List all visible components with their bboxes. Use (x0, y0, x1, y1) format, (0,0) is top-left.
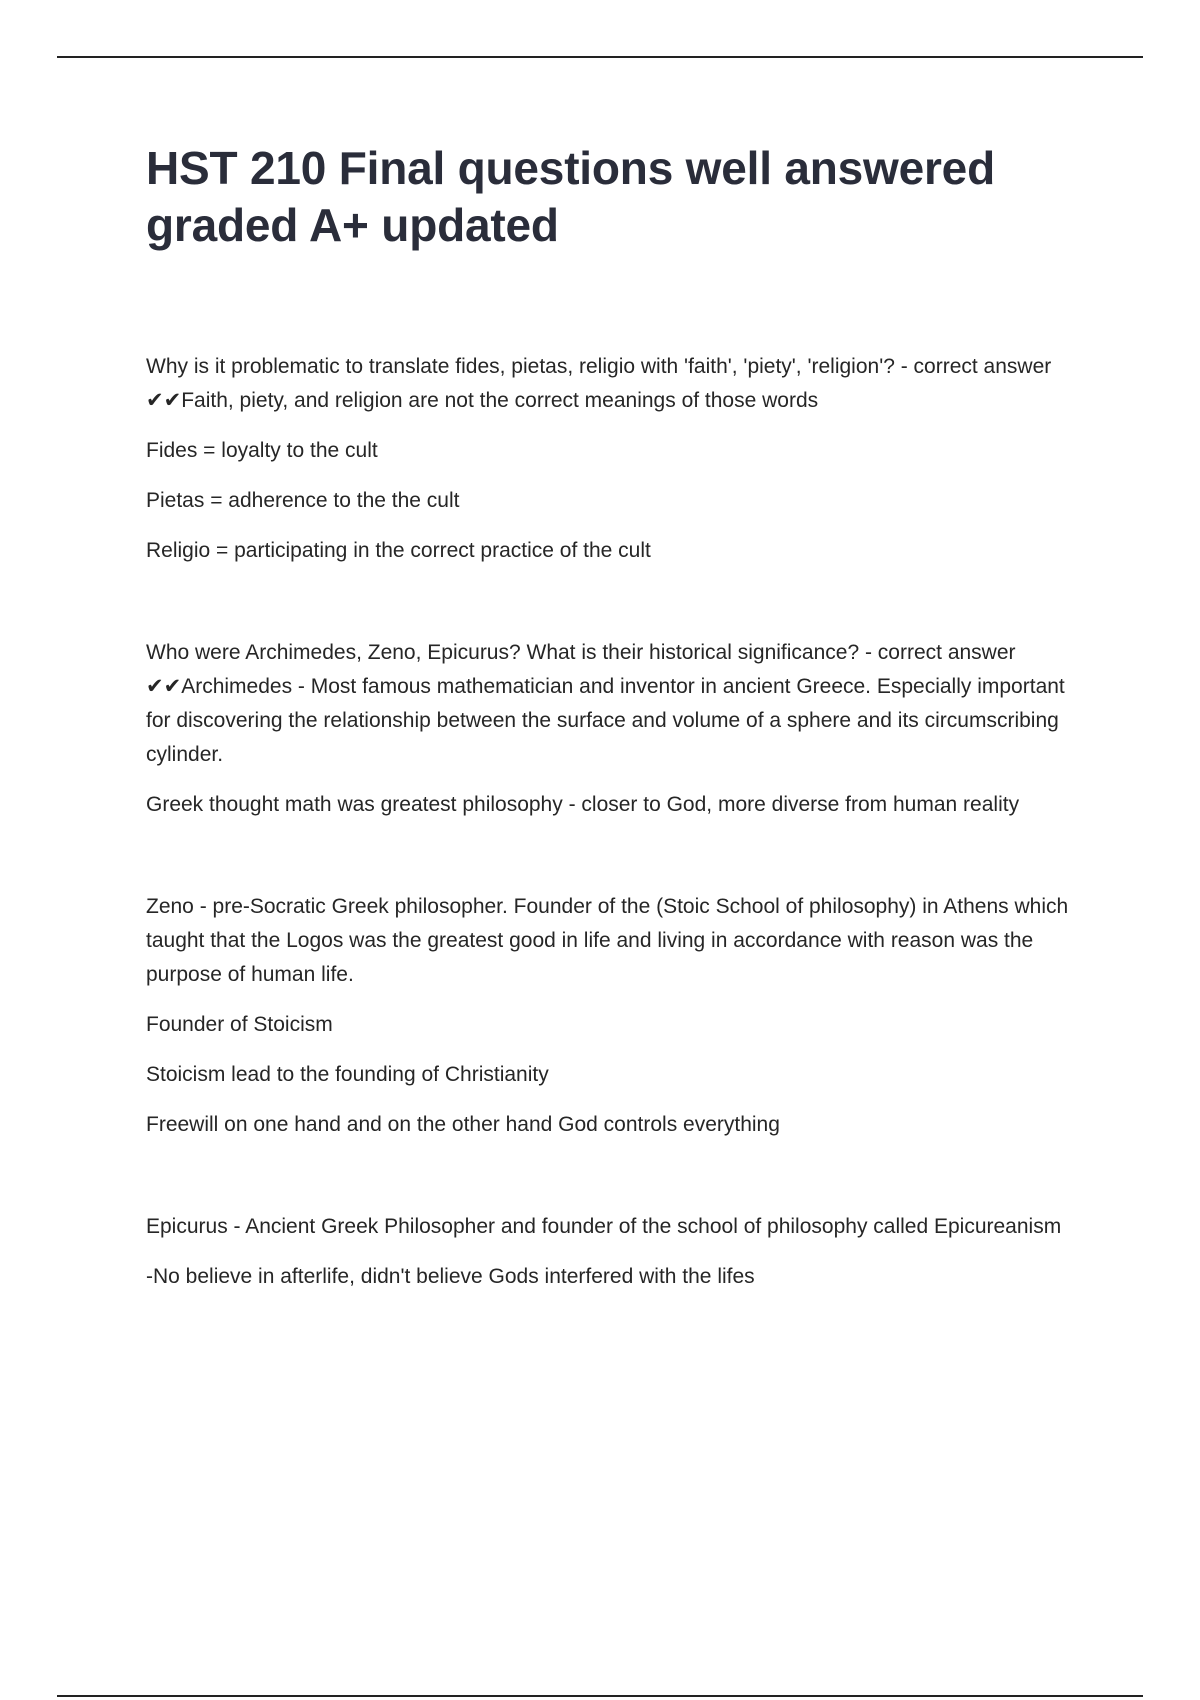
paragraph-question-1: Why is it problematic to translate fides, pietas, religio with 'faith', 'piety', 'religion'? - correct answer ✔✔Faith, piety, and religion are not the correct meanings of those words (146, 355, 1052, 412)
top-rule (57, 56, 1143, 58)
document-title: HST 210 Final questions well answered graded A+ updated (146, 142, 995, 251)
paragraph-religio: Religio = participating in the correct practice of the cult (146, 539, 651, 562)
paragraph-fides: Fides = loyalty to the cult (146, 439, 378, 462)
bottom-rule (57, 1695, 1143, 1697)
document-text (146, 350, 1091, 1294)
paragraph-greek-math: Greek thought math was greatest philosophy - closer to God, more diverse from human reality (146, 793, 1020, 816)
paragraph-question-2: Who were Archimedes, Zeno, Epicurus? What is their historical significance? - correct answer ✔✔Archimedes - Most famous mathematician and inventor in ancient Greece. Especially important for discovering the relationship between the surface and volume of a sphere and its circumscribing cylinder. (146, 641, 1065, 766)
paragraph-zeno: Zeno - pre-Socratic Greek philosopher. Founder of the (Stoic School of philosophy) in Athens which taught that the Logos was the greatest good in life and living in accordance with reason was the purpose of human life. (146, 895, 1069, 986)
section-gap (146, 838, 1091, 890)
section-gap (146, 1158, 1091, 1210)
paragraph-founder-stoicism: Founder of Stoicism (146, 1013, 333, 1036)
paragraph-stoicism-christianity: Stoicism lead to the founding of Christianity (146, 1063, 549, 1086)
paragraph-afterlife: -No believe in afterlife, didn't believe Gods interfered with the lifes (146, 1265, 755, 1288)
paragraph-freewill: Freewill on one hand and on the other hand God controls everything (146, 1113, 780, 1136)
paragraph-pietas: Pietas = adherence to the the cult (146, 489, 460, 512)
document-body (146, 140, 1091, 1310)
section-gap (146, 584, 1091, 636)
paragraph-epicurus: Epicurus - Ancient Greek Philosopher and founder of the school of philosophy called Epicureanism (146, 1215, 1062, 1238)
